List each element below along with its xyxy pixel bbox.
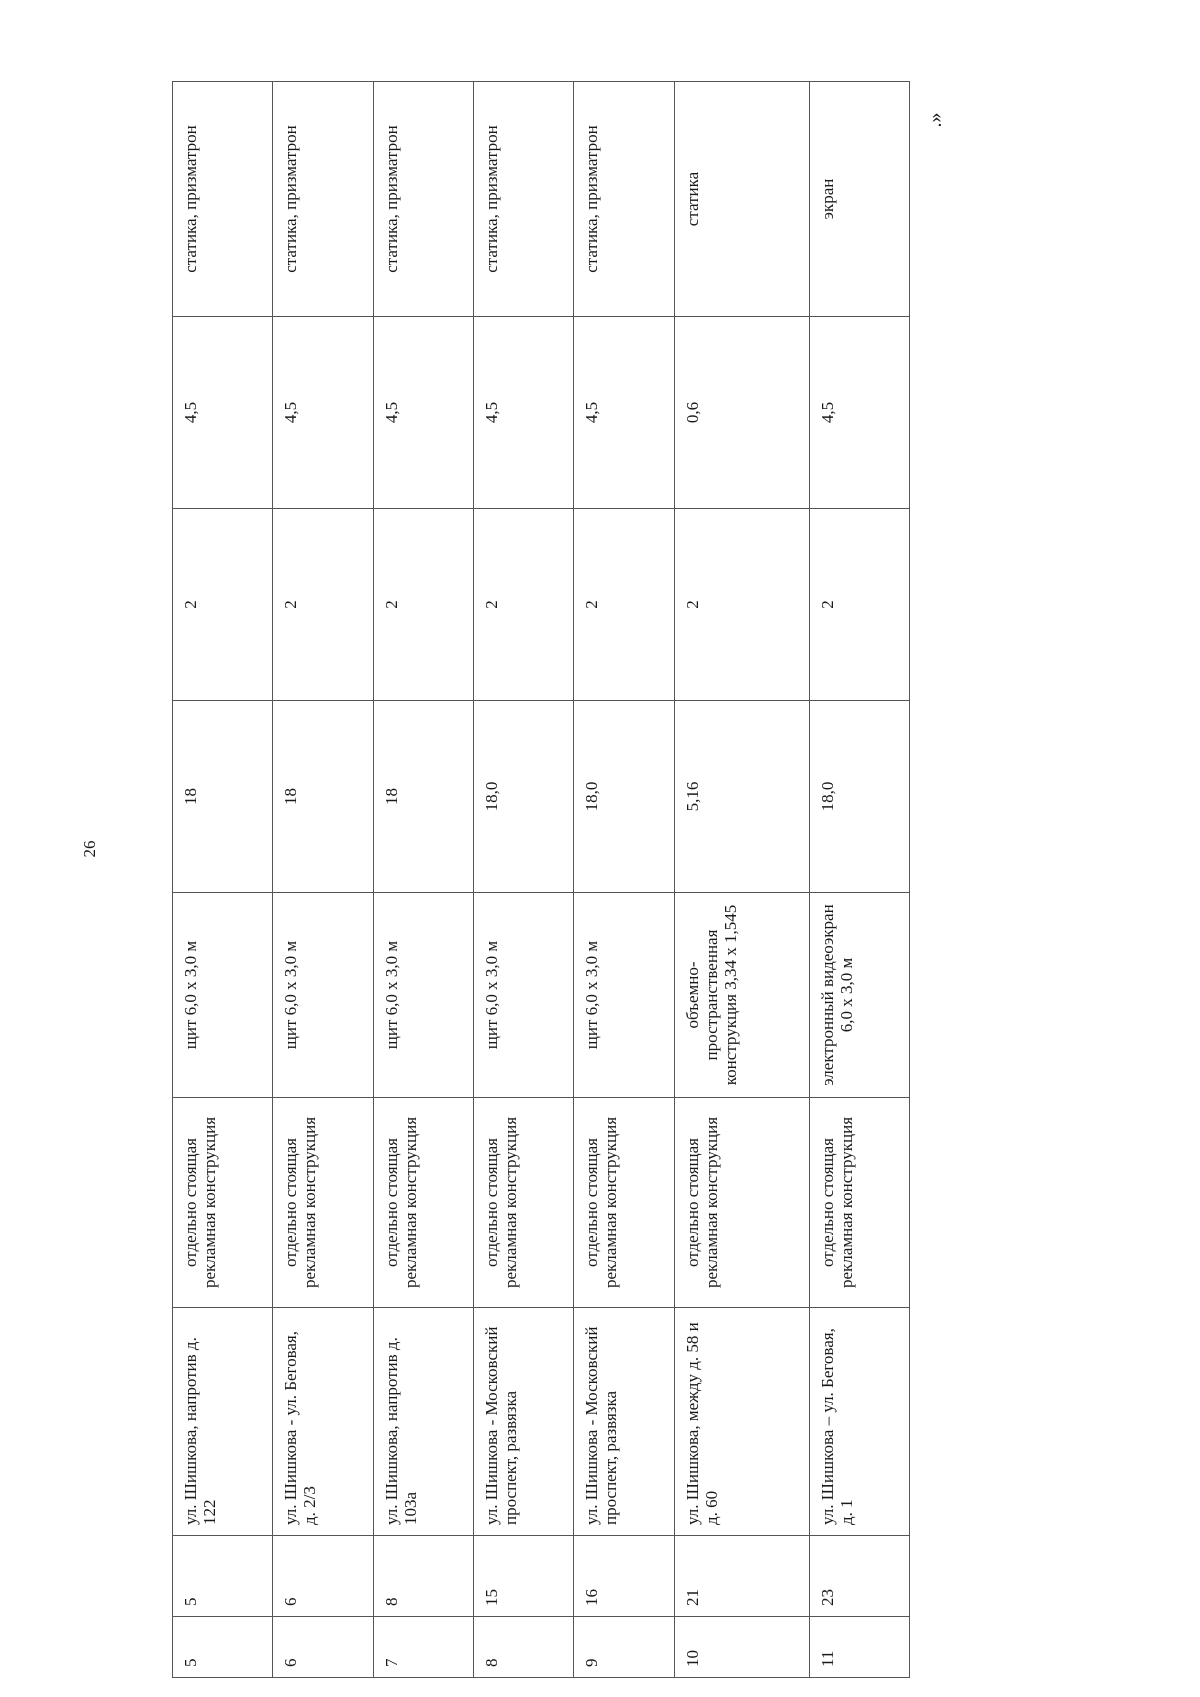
place-number: 8 [373,1536,473,1617]
address-cell: ул. Шишкова - ул. Беговая, д. 2/3 [273,1308,373,1536]
table-row [373,82,473,1678]
area-cell: 18 [173,701,273,893]
size-cell: щит 6,0 х 3,0 м [173,893,273,1098]
row-number: 10 [674,1617,809,1678]
size-cell: щит 6,0 х 3,0 м [373,893,473,1098]
area-cell: 18,0 [809,701,909,893]
area-cell: 18 [373,701,473,893]
height-cell: 4,5 [173,317,273,509]
height-cell: 4,5 [574,317,674,509]
technology-cell: статика, призматрон [273,82,373,317]
area-cell: 5,16 [674,701,809,893]
area-cell: 18 [273,701,373,893]
place-number: 21 [674,1536,809,1617]
row-number: 6 [273,1617,373,1678]
sides-cell: 2 [273,509,373,701]
construction-type-cell: отдельно стоящая рекламная конструкция [373,1098,473,1308]
sides-cell: 2 [674,509,809,701]
table-row [273,82,373,1678]
row-number: 9 [574,1617,674,1678]
area-cell: 18,0 [574,701,674,893]
registry-table-container [172,82,910,1678]
height-cell: 4,5 [809,317,909,509]
place-number: 5 [173,1536,273,1617]
row-number: 11 [809,1617,909,1678]
technology-cell: экран [809,82,909,317]
row-number: 5 [173,1617,273,1678]
place-number: 15 [473,1536,573,1617]
sides-cell: 2 [574,509,674,701]
technology-cell: статика, призматрон [574,82,674,317]
construction-type-cell: отдельно стоящая рекламная конструкция [574,1098,674,1308]
page-number: 26 [80,840,99,858]
technology-cell: статика, призматрон [473,82,573,317]
table-row [809,82,909,1678]
height-cell: 4,5 [273,317,373,509]
construction-type-cell: отдельно стоящая рекламная конструкция [674,1098,809,1308]
row-number: 8 [473,1617,573,1678]
technology-cell: статика, призматрон [173,82,273,317]
construction-type-cell: отдельно стоящая рекламная конструкция [473,1098,573,1308]
registry-table [172,81,910,1678]
construction-type-cell: отдельно стоящая рекламная конструкция [809,1098,909,1308]
size-cell: щит 6,0 х 3,0 м [273,893,373,1098]
table-row [173,82,273,1678]
area-cell: 18,0 [473,701,573,893]
technology-cell: статика [674,82,809,317]
table-row [674,82,809,1678]
sides-cell: 2 [809,509,909,701]
address-cell: ул. Шишкова - Московский проспект, развязка [473,1308,573,1536]
closing-quote-mark: .» [924,112,946,128]
height-cell: 4,5 [473,317,573,509]
size-cell: щит 6,0 х 3,0 м [574,893,674,1098]
address-cell: ул. Шишкова, между д. 58 и д. 60 [674,1308,809,1536]
address-cell: ул. Шишкова, напротив д. 103а [373,1308,473,1536]
height-cell: 0,6 [674,317,809,509]
construction-type-cell: отдельно стоящая рекламная конструкция [173,1098,273,1308]
sides-cell: 2 [173,509,273,701]
sides-cell: 2 [373,509,473,701]
address-cell: ул. Шишкова, напротив д. 122 [173,1308,273,1536]
size-cell: щит 6,0 х 3,0 м [473,893,573,1098]
size-cell: объемно-пространственная конструкция 3,34 х 1,545 [674,893,809,1098]
place-number: 6 [273,1536,373,1617]
address-cell: ул. Шишкова - Московский проспект, развязка [574,1308,674,1536]
table-body [173,82,910,1678]
place-number: 23 [809,1536,909,1617]
address-cell: ул. Шишкова – ул. Беговая, д. 1 [809,1308,909,1536]
place-number: 16 [574,1536,674,1617]
table-row [473,82,573,1678]
height-cell: 4,5 [373,317,473,509]
table-row [574,82,674,1678]
sides-cell: 2 [473,509,573,701]
size-cell: электронный видеоэкран 6,0 х 3,0 м [809,893,909,1098]
row-number: 7 [373,1617,473,1678]
technology-cell: статика, призматрон [373,82,473,317]
construction-type-cell: отдельно стоящая рекламная конструкция [273,1098,373,1308]
